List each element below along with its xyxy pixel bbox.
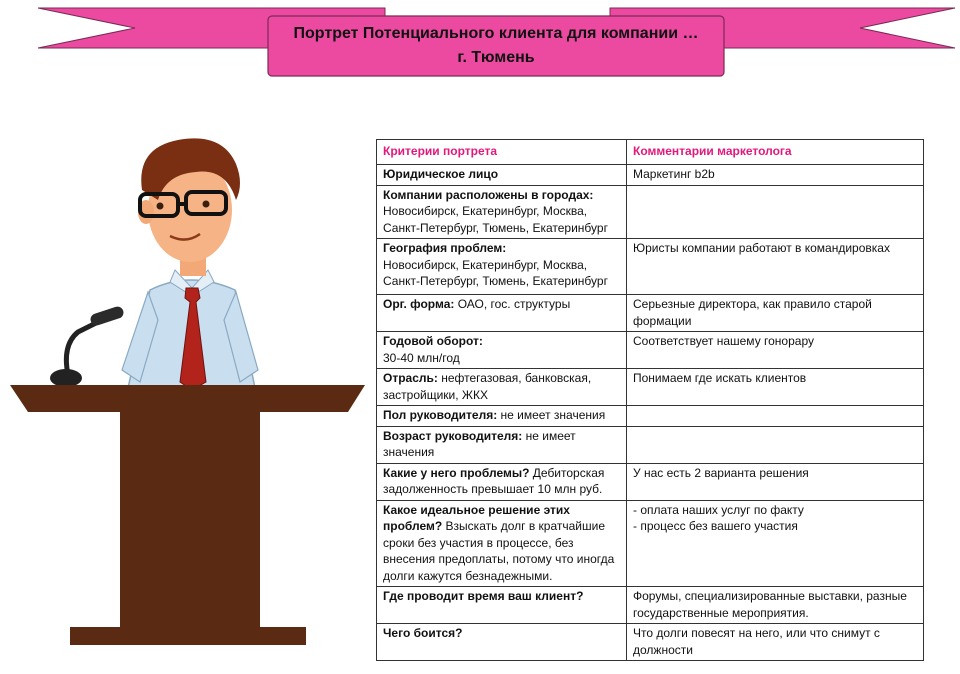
speaker-figure bbox=[122, 138, 258, 390]
criteria-cell bbox=[377, 332, 627, 369]
table-row bbox=[377, 624, 924, 661]
comment-cell: Серьезные директора, как правило старой формации bbox=[627, 295, 924, 332]
criteria-label: Возраст руководителя: bbox=[383, 428, 523, 443]
criteria-cell bbox=[377, 587, 627, 624]
title-line-2: г. Тюмень bbox=[457, 49, 535, 66]
table-row bbox=[377, 463, 924, 500]
criteria-label: Отрасль: bbox=[383, 371, 438, 385]
criteria-text: Взыскать долг в кратчайшие сроки без участия в процессе, без внесения предоплаты, потому что иногда долги кажутся безнадежными. bbox=[383, 519, 615, 583]
criteria-text: 30-40 млн/год bbox=[383, 350, 460, 365]
criteria-label: География проблем: bbox=[383, 241, 507, 255]
table-row bbox=[377, 295, 924, 332]
criteria-text: Новосибирск, Екатеринбург, Москва, Санкт-Петербург, Тюмень, Екатеринбург bbox=[383, 257, 608, 288]
criteria-text: Дебиторская задолженность превышает 10 млн руб. bbox=[383, 465, 605, 496]
criteria-label: Юридическое лицо bbox=[383, 167, 499, 181]
comment-cell: Форумы, специализированные выставки, разные государственные мероприятия. bbox=[627, 587, 924, 624]
table-row bbox=[377, 165, 924, 186]
header-criteria: Критерии портрета bbox=[377, 140, 627, 165]
criteria-label: Чего боится? bbox=[383, 626, 463, 640]
comment-cell bbox=[627, 406, 924, 427]
podium bbox=[10, 385, 365, 645]
criteria-cell bbox=[377, 185, 627, 239]
comment-cell: Что долги повесят на него, или что снимут с должности bbox=[627, 624, 924, 661]
comment-cell bbox=[627, 426, 924, 463]
speaker-illustration bbox=[0, 120, 380, 660]
comment-cell bbox=[627, 185, 924, 239]
criteria-cell bbox=[377, 500, 627, 587]
criteria-label: Компании расположены в городах: bbox=[383, 187, 594, 202]
table-row bbox=[377, 406, 924, 427]
criteria-cell bbox=[377, 369, 627, 406]
criteria-label: Пол руководителя: bbox=[383, 408, 498, 422]
comment-cell: Юристы компании работают в командировках bbox=[627, 239, 924, 295]
microphone-icon bbox=[50, 305, 125, 387]
page-title bbox=[268, 18, 724, 74]
criteria-text: не имеет значения bbox=[497, 408, 606, 422]
criteria-label: Какое идеальное решение этих проблем? bbox=[383, 502, 570, 533]
table-row bbox=[377, 332, 924, 369]
criteria-label: Где проводит время ваш клиент? bbox=[383, 589, 584, 603]
criteria-text: нефтегазовая, банковская, застройщики, ЖКХ bbox=[383, 371, 592, 402]
criteria-cell bbox=[377, 239, 627, 295]
comment-cell: Маркетинг b2b bbox=[627, 165, 924, 186]
comment-cell: - оплата наших услуг по факту - процесс без вашего участия bbox=[627, 500, 924, 587]
comment-cell: Соответствует нашему гонорару bbox=[627, 332, 924, 369]
portrait-table bbox=[376, 139, 924, 661]
criteria-cell bbox=[377, 426, 627, 463]
criteria-text: ОАО, гос. структуры bbox=[454, 297, 571, 311]
criteria-label: Какие у него проблемы? bbox=[383, 465, 530, 480]
criteria-text: не имеет значения bbox=[383, 428, 576, 459]
header-comments: Комментарии маркетолога bbox=[627, 140, 924, 165]
table-row bbox=[377, 587, 924, 624]
comment-cell: Понимаем где искать клиентов bbox=[627, 369, 924, 406]
criteria-cell bbox=[377, 463, 627, 500]
table-row bbox=[377, 500, 924, 587]
criteria-cell bbox=[377, 165, 627, 186]
criteria-label: Орг. форма: bbox=[383, 297, 455, 311]
criteria-cell bbox=[377, 295, 627, 332]
criteria-text: Новосибирск, Екатеринбург, Москва, Санкт-Петербург, Тюмень, Екатеринбург bbox=[383, 204, 608, 235]
criteria-cell bbox=[377, 624, 627, 661]
table-row bbox=[377, 426, 924, 463]
table-header-row bbox=[377, 140, 924, 165]
criteria-cell bbox=[377, 406, 627, 427]
criteria-label: Годовой оборот: bbox=[383, 334, 483, 348]
portrait-table-wrap bbox=[376, 139, 924, 661]
comment-cell: У нас есть 2 варианта решения bbox=[627, 463, 924, 500]
table-row bbox=[377, 185, 924, 239]
table-row bbox=[377, 369, 924, 406]
table-row bbox=[377, 239, 924, 295]
title-line-1: Портрет Потенциального клиента для компании … bbox=[293, 25, 699, 42]
